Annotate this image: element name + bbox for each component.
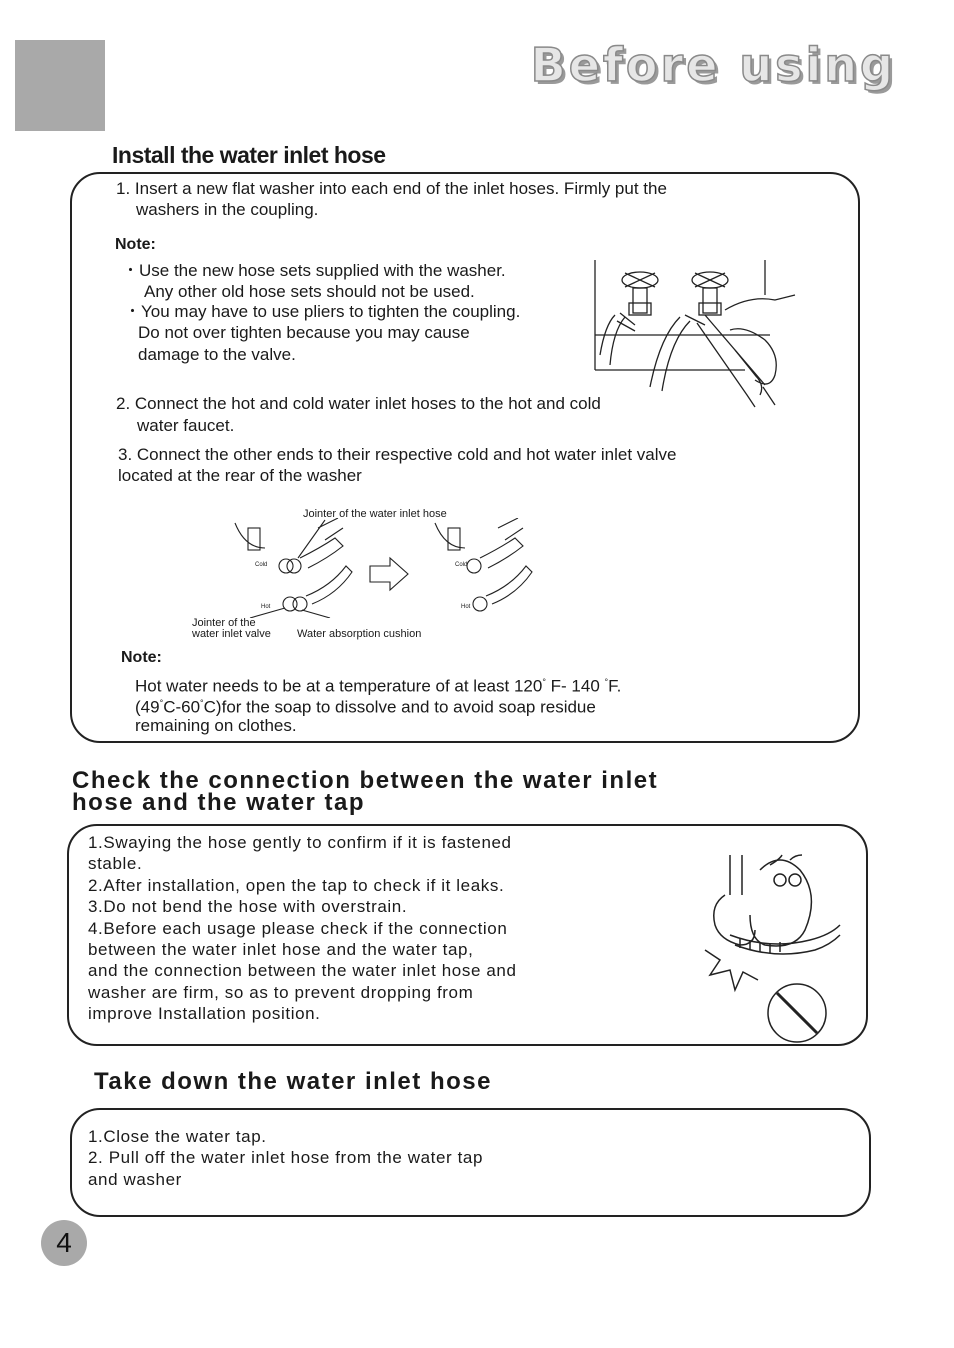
note-line: ・Use the new hose sets supplied with the washer. [122, 261, 506, 280]
take-down-line: 1.Close the water tap. [88, 1127, 267, 1146]
label-cold-1: Cold [255, 562, 268, 568]
step3-line2: located at the rear of the washer [118, 466, 362, 485]
note2-line3: remaining on clothes. [135, 716, 297, 735]
step2-line1: 2. Connect the hot and cold water inlet hoses to the hot and cold [116, 394, 601, 413]
hose-connection-diagram [230, 518, 550, 618]
check-line: between the water inlet hose and the water tap, [88, 940, 474, 959]
section-title-check: Check the connection between the water inlet hose and the water tap [72, 767, 659, 816]
page-title: Before using [530, 38, 896, 92]
note-line: damage to the valve. [138, 345, 296, 364]
check-line: 2.After installation, open the tap to check if it leaks. [88, 876, 505, 895]
check-line: washer are firm, so as to prevent dropping from [88, 983, 474, 1002]
label-hot-2: Hot [461, 604, 471, 610]
label-jointer-hose: Jointer of the water inlet hose [303, 508, 447, 520]
page-number: 4 [41, 1220, 87, 1266]
check-line: and the connection between the water inlet hose and [88, 961, 517, 980]
faucet-pliers-illustration [585, 255, 805, 410]
step1-line2: washers in the coupling. [136, 200, 319, 219]
check-line: 1.Swaying the hose gently to confirm if it is fastened [88, 833, 512, 852]
check-line: 4.Before each usage please check if the connection [88, 919, 508, 938]
take-down-line: 2. Pull off the water inlet hose from the water tap [88, 1148, 484, 1167]
label-jointer-valve-2: water inlet valve [192, 628, 271, 640]
step1-line1: 1. Insert a new flat washer into each end of the inlet hoses. Firmly put the [116, 179, 667, 198]
note-line: Do not over tighten because you may cause [138, 323, 470, 342]
section-title-install: Install the water inlet hose [112, 142, 386, 168]
label-cold-2: Cold [455, 562, 468, 568]
note-line: Any other old hose sets should not be used. [144, 282, 475, 301]
label-hot-1: Hot [261, 604, 271, 610]
note-label: Note: [115, 236, 156, 253]
step2-line2: water faucet. [137, 416, 235, 435]
note-line: ・You may have to use pliers to tighten the coupling. [124, 302, 521, 321]
step3-line1: 3. Connect the other ends to their respective cold and hot water inlet valve [118, 445, 677, 464]
section-title-take-down: Take down the water inlet hose [94, 1068, 492, 1095]
hose-cartoon-illustration [700, 850, 845, 1050]
check-line: 3.Do not bend the hose with overstrain. [88, 897, 408, 916]
label-cushion: Water absorption cushion [297, 628, 422, 640]
label-jointer-valve-1: Jointer of the [192, 617, 256, 629]
check-line: improve Installation position. [88, 1004, 321, 1023]
corner-gray-block [15, 40, 105, 131]
note2-label: Note: [121, 649, 162, 666]
check-line: stable. [88, 854, 143, 873]
take-down-line: and washer [88, 1170, 182, 1189]
note2-line1: Hot water needs to be at a temperature of at least 120° F- 140 °F. [135, 676, 622, 696]
note2-line2: (49°C-60°C)for the soap to dissolve and to avoid soap residue [135, 697, 596, 717]
